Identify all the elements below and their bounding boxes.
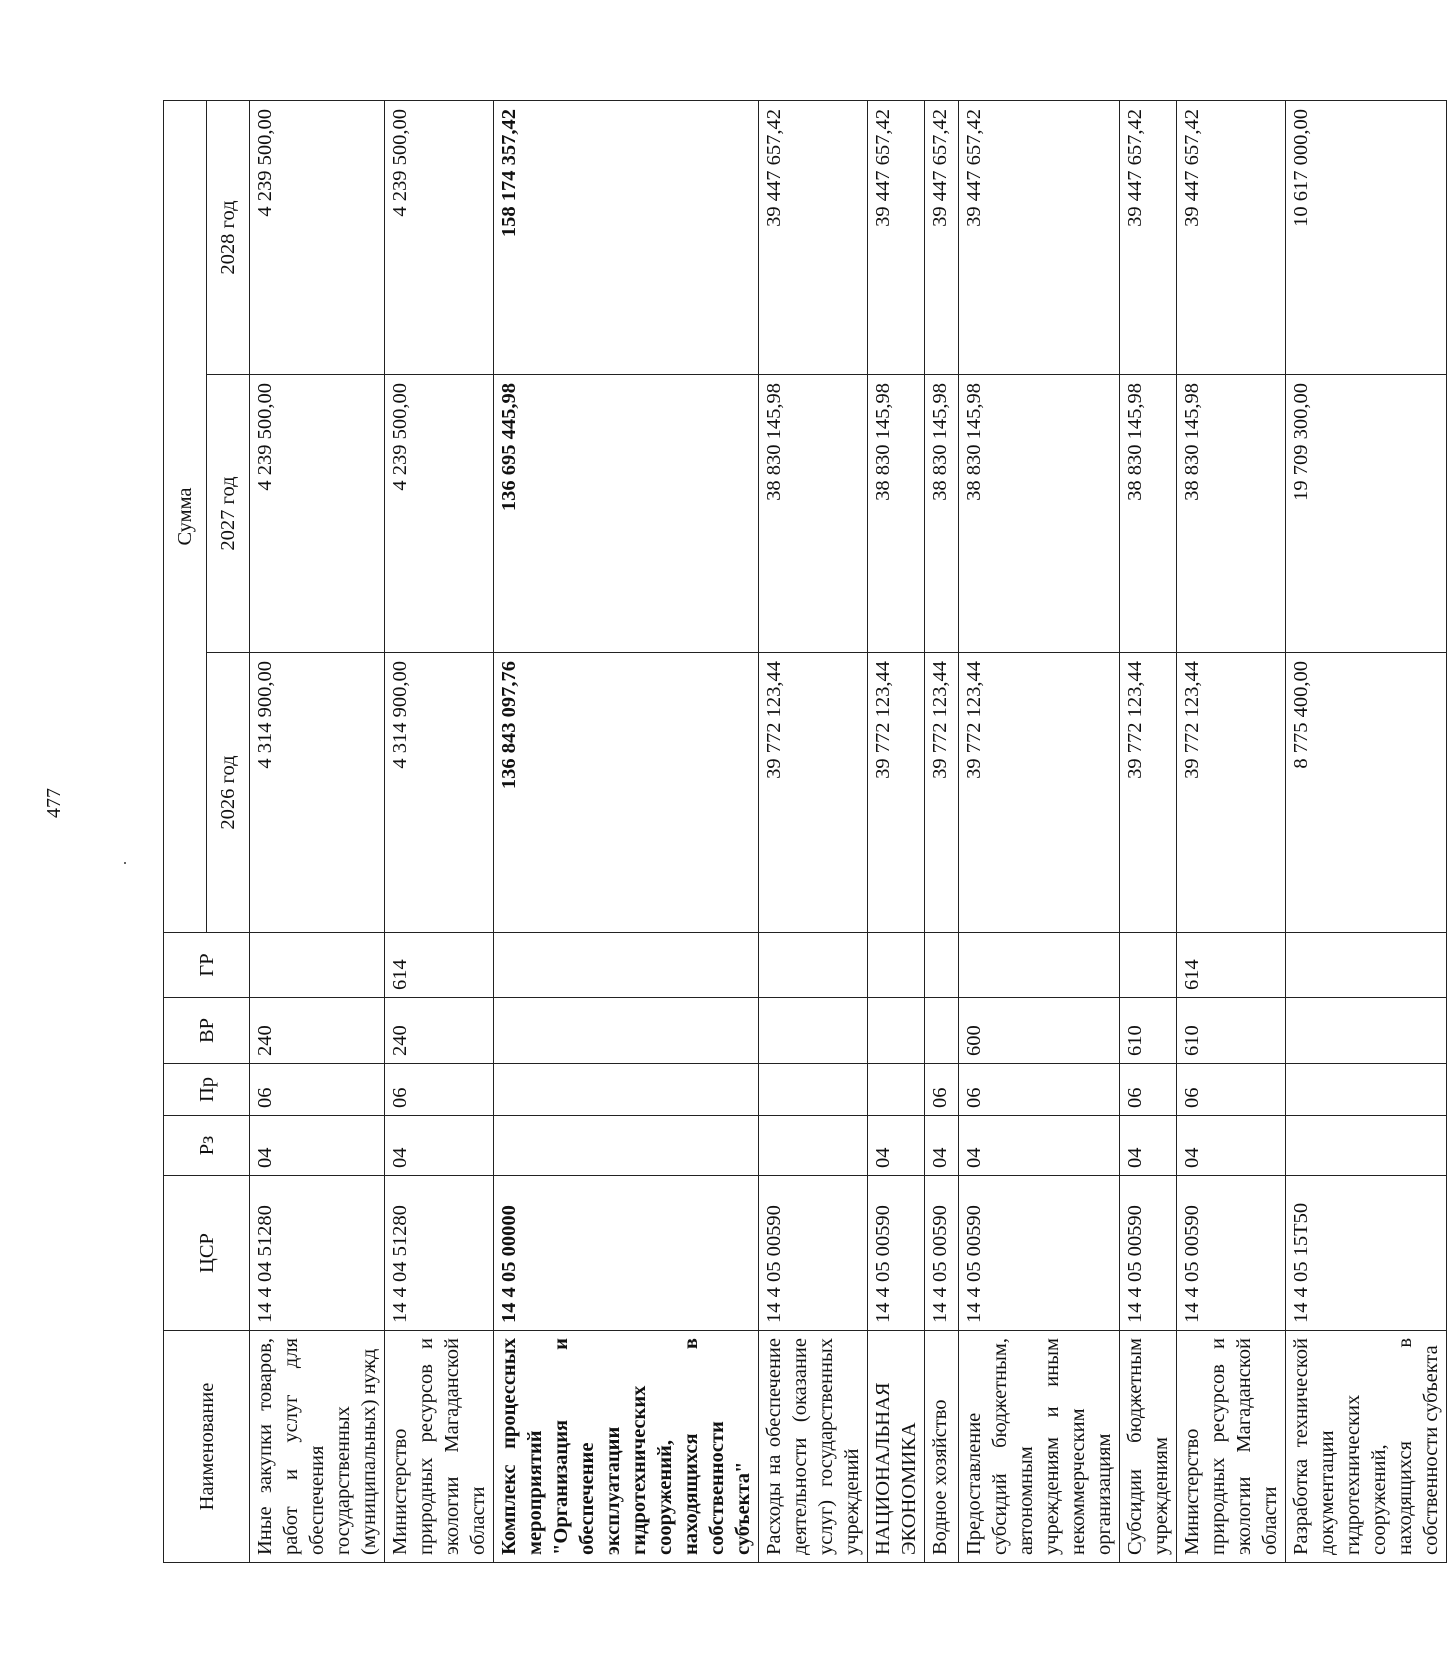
cell-2026: 4 314 900,00 xyxy=(385,653,494,933)
cell-name: Водное хозяйство xyxy=(925,1331,959,1563)
cell-2028: 10 617 000,00 xyxy=(1286,100,1447,374)
cell-gr xyxy=(759,933,868,998)
cell-2026: 39 772 123,44 xyxy=(868,653,925,933)
table-row xyxy=(385,100,494,1562)
cell-csr: 14 4 05 00000 xyxy=(494,1176,759,1331)
cell-pr: 06 xyxy=(1177,1064,1286,1116)
cell-2027: 136 695 445,98 xyxy=(494,375,759,653)
cell-csr: 14 4 04 51280 xyxy=(250,1176,385,1331)
cell-2027: 38 830 145,98 xyxy=(1177,375,1286,653)
cell-2027: 38 830 145,98 xyxy=(1120,375,1177,653)
cell-name: Субсидии бюджетным учреждениям xyxy=(1120,1331,1177,1563)
cell-2028: 39 447 657,42 xyxy=(925,100,959,374)
cell-pr xyxy=(868,1064,925,1116)
header-vr: ВР xyxy=(164,998,250,1064)
scan-speck xyxy=(124,862,126,864)
table-row xyxy=(959,100,1120,1562)
header-year-2028: 2028 год xyxy=(207,100,250,374)
cell-csr: 14 4 05 00590 xyxy=(959,1176,1120,1331)
header-year-2027: 2027 год xyxy=(207,375,250,653)
cell-vr xyxy=(1286,998,1447,1064)
cell-rz xyxy=(759,1116,868,1176)
cell-2026: 39 772 123,44 xyxy=(759,653,868,933)
cell-2028: 39 447 657,42 xyxy=(959,100,1120,374)
cell-rz: 04 xyxy=(868,1116,925,1176)
cell-pr xyxy=(494,1064,759,1116)
table-row xyxy=(250,100,385,1562)
cell-rz: 04 xyxy=(385,1116,494,1176)
budget-table xyxy=(163,100,1447,1563)
cell-vr xyxy=(925,998,959,1064)
cell-2028: 39 447 657,42 xyxy=(759,100,868,374)
header-sum: Сумма xyxy=(164,100,207,932)
cell-csr: 14 4 05 00590 xyxy=(925,1176,959,1331)
cell-csr: 14 4 05 00590 xyxy=(1177,1176,1286,1331)
cell-csr: 14 4 05 00590 xyxy=(759,1176,868,1331)
table-row xyxy=(925,100,959,1562)
cell-csr: 14 4 04 51280 xyxy=(385,1176,494,1331)
cell-2027: 19 709 300,00 xyxy=(1286,375,1447,653)
cell-pr: 06 xyxy=(385,1064,494,1116)
cell-2026: 8 775 400,00 xyxy=(1286,653,1447,933)
table-row xyxy=(1286,100,1447,1562)
cell-pr: 06 xyxy=(250,1064,385,1116)
cell-name: Предоставление субсидий бюджетным, автономным учреждениям и иным некоммерческим организациям xyxy=(959,1331,1120,1563)
cell-2027: 38 830 145,98 xyxy=(868,375,925,653)
cell-pr: 06 xyxy=(1120,1064,1177,1116)
cell-name: Министерство природных ресурсов и экологии Магаданской области xyxy=(385,1331,494,1563)
cell-vr xyxy=(759,998,868,1064)
cell-2027: 38 830 145,98 xyxy=(759,375,868,653)
cell-pr xyxy=(1286,1064,1447,1116)
cell-csr: 14 4 05 00590 xyxy=(1120,1176,1177,1331)
cell-2026: 39 772 123,44 xyxy=(925,653,959,933)
cell-rz: 04 xyxy=(925,1116,959,1176)
rotated-table-container xyxy=(163,101,1442,1563)
table-row xyxy=(1120,100,1177,1562)
cell-2028: 39 447 657,42 xyxy=(1120,100,1177,374)
header-name: Наименование xyxy=(164,1331,250,1563)
cell-vr: 610 xyxy=(1177,998,1286,1064)
cell-rz: 04 xyxy=(959,1116,1120,1176)
cell-2027: 38 830 145,98 xyxy=(925,375,959,653)
cell-2028: 158 174 357,42 xyxy=(494,100,759,374)
cell-name: Иные закупки товаров, работ и услуг для обеспечения государственных (муниципальных) нужд xyxy=(250,1331,385,1563)
cell-gr xyxy=(959,933,1120,998)
header-rz: Рз xyxy=(164,1116,250,1176)
cell-gr: 614 xyxy=(1177,933,1286,998)
cell-2027: 4 239 500,00 xyxy=(250,375,385,653)
cell-vr: 240 xyxy=(385,998,494,1064)
cell-gr xyxy=(1120,933,1177,998)
header-year-2026: 2026 год xyxy=(207,653,250,933)
header-csr: ЦСР xyxy=(164,1176,250,1331)
table-row xyxy=(759,100,868,1562)
cell-gr xyxy=(868,933,925,998)
page-number: 477 xyxy=(43,788,65,818)
cell-csr: 14 4 05 00590 xyxy=(868,1176,925,1331)
cell-gr xyxy=(1286,933,1447,998)
cell-pr xyxy=(759,1064,868,1116)
cell-2026: 39 772 123,44 xyxy=(959,653,1120,933)
cell-vr xyxy=(494,998,759,1064)
cell-name: НАЦИОНАЛЬНАЯ ЭКОНОМИКА xyxy=(868,1331,925,1563)
table-row xyxy=(1177,100,1286,1562)
header-gr: ГР xyxy=(164,933,250,998)
cell-gr: 614 xyxy=(385,933,494,998)
cell-gr xyxy=(494,933,759,998)
cell-2028: 4 239 500,00 xyxy=(385,100,494,374)
cell-2026: 136 843 097,76 xyxy=(494,653,759,933)
cell-vr: 240 xyxy=(250,998,385,1064)
cell-rz xyxy=(494,1116,759,1176)
cell-2028: 39 447 657,42 xyxy=(1177,100,1286,374)
cell-name: Министерство природных ресурсов и экологии Магаданской области xyxy=(1177,1331,1286,1563)
cell-2027: 4 239 500,00 xyxy=(385,375,494,653)
cell-rz: 04 xyxy=(250,1116,385,1176)
cell-2028: 4 239 500,00 xyxy=(250,100,385,374)
cell-vr xyxy=(868,998,925,1064)
cell-2026: 4 314 900,00 xyxy=(250,653,385,933)
cell-csr: 14 4 05 15Т50 xyxy=(1286,1176,1447,1331)
cell-pr: 06 xyxy=(959,1064,1120,1116)
cell-gr xyxy=(250,933,385,998)
cell-name: Разработка технической документации гидротехнических сооружений, находящихся в собственности субъекта xyxy=(1286,1331,1447,1563)
cell-name: Комплекс процессных мероприятий "Организация и обеспечение эксплуатации гидротехнических сооружений, находящихся в собственности субъекта" xyxy=(494,1331,759,1563)
cell-vr: 610 xyxy=(1120,998,1177,1064)
cell-2028: 39 447 657,42 xyxy=(868,100,925,374)
cell-2026: 39 772 123,44 xyxy=(1177,653,1286,933)
cell-vr: 600 xyxy=(959,998,1120,1064)
table-row xyxy=(494,100,759,1562)
cell-rz xyxy=(1286,1116,1447,1176)
table-row xyxy=(868,100,925,1562)
cell-name: Расходы на обеспечение деятельности (оказание услуг) государственных учреждений xyxy=(759,1331,868,1563)
cell-rz: 04 xyxy=(1177,1116,1286,1176)
header-pr: Пр xyxy=(164,1064,250,1116)
cell-pr: 06 xyxy=(925,1064,959,1116)
cell-rz: 04 xyxy=(1120,1116,1177,1176)
cell-2027: 38 830 145,98 xyxy=(959,375,1120,653)
cell-gr xyxy=(925,933,959,998)
cell-2026: 39 772 123,44 xyxy=(1120,653,1177,933)
